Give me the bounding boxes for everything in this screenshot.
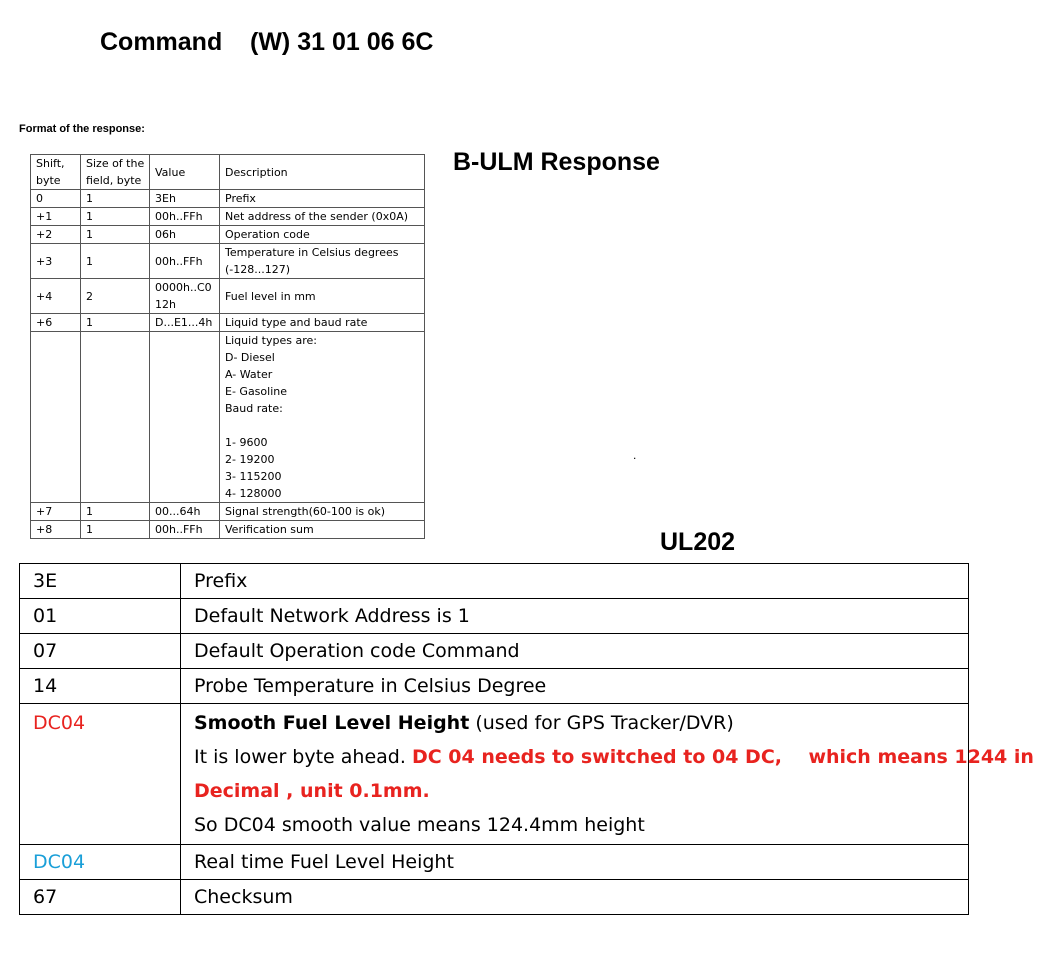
smooth-label: Smooth Fuel Level Height	[194, 712, 470, 734]
ul202-title: UL202	[660, 528, 736, 556]
cell-description	[220, 244, 425, 279]
cell-shift: +6	[31, 314, 81, 332]
table-row	[31, 521, 425, 539]
cell-value	[150, 314, 220, 332]
table-row	[31, 244, 425, 279]
cell-shift: +1	[31, 208, 81, 226]
cell-description	[220, 314, 425, 332]
cell-shift: +7	[31, 503, 81, 521]
cell-value	[150, 226, 220, 244]
cell-code: 14	[20, 669, 181, 704]
cell-description: Default Network Address is 1	[181, 599, 969, 634]
cell-code: 67	[20, 880, 181, 915]
format-table-header	[31, 155, 425, 190]
cell-shift: +3	[31, 244, 81, 279]
cell-description-line: Operation code	[225, 228, 310, 241]
stray-dot: .	[633, 448, 637, 462]
cell-description-line: (-128...127)	[225, 263, 291, 276]
cell-description	[220, 279, 425, 314]
cell-description	[220, 332, 425, 503]
cell-size: 1	[81, 208, 150, 226]
cell-size: 1	[81, 226, 150, 244]
cell-description-line: A- Water	[225, 368, 273, 381]
header-value: Value	[150, 155, 220, 190]
table-row	[31, 503, 425, 521]
table-row	[31, 190, 425, 208]
table-row	[20, 704, 969, 845]
ul202-table	[19, 563, 1034, 915]
cell-size: 1	[81, 244, 150, 279]
cell-value	[150, 244, 220, 279]
header-shift: Shift, byte	[31, 155, 81, 190]
cell-description	[220, 521, 425, 539]
cell-value-line: 0000h..C0	[155, 281, 212, 294]
cell-description-line: 1- 9600	[225, 436, 268, 449]
code-text: DC04	[33, 712, 86, 734]
cell-description-line: D- Diesel	[225, 351, 275, 364]
table-row	[20, 634, 969, 669]
table-row	[20, 669, 969, 704]
table-row	[31, 226, 425, 244]
cell-value	[150, 332, 220, 503]
cell-value-line: 00h..FFh	[155, 523, 203, 536]
cell-description	[220, 226, 425, 244]
cell-size: 1	[81, 190, 150, 208]
cell-description: Default Operation code Command	[181, 634, 969, 669]
desc-line-1	[194, 706, 955, 740]
cell-size	[81, 332, 150, 503]
cell-value-line: 00h..FFh	[155, 254, 203, 268]
table-row	[20, 845, 969, 880]
cell-shift: +2	[31, 226, 81, 244]
cell-description-line	[225, 417, 419, 434]
cell-value-line: 00h..FFh	[155, 210, 203, 223]
cell-description	[220, 190, 425, 208]
cell-shift: +4	[31, 279, 81, 314]
cell-description: Real time Fuel Level Height	[181, 845, 969, 880]
cell-description-line: Baud rate:	[225, 402, 283, 415]
cell-description-line: Liquid type and baud rate	[225, 316, 368, 329]
cell-size: 1	[81, 503, 150, 521]
table-row	[31, 208, 425, 226]
cell-shift: 0	[31, 190, 81, 208]
cell-shift: +8	[31, 521, 81, 539]
cell-code: 01	[20, 599, 181, 634]
cell-value	[150, 208, 220, 226]
cell-description-line: 4- 128000	[225, 487, 282, 500]
format-table	[30, 154, 425, 539]
desc-line-2	[194, 740, 1034, 774]
desc-line-3: Decimal , unit 0.1mm.	[194, 780, 430, 802]
cell-description-line: 3- 115200	[225, 470, 282, 483]
cell-size: 2	[81, 279, 150, 314]
cell-value-line: 06h	[155, 228, 176, 241]
cell-description-line: E- Gasoline	[225, 385, 287, 398]
command-title: Command (W) 31 01 06 6C	[100, 28, 434, 56]
bulm-response-title: B-ULM Response	[453, 148, 660, 176]
cell-description-line: Signal strength(60-100 is ok)	[225, 505, 386, 518]
cell-description-line: Prefix	[225, 192, 256, 205]
cell-value-line: 3Eh	[155, 192, 176, 205]
cell-description-line: 2- 19200	[225, 453, 275, 466]
cell-value	[150, 279, 220, 314]
cell-description-line: Fuel level in mm	[225, 289, 316, 303]
cell-description-line: Temperature in Celsius degrees	[225, 246, 399, 259]
cell-code: DC04	[20, 845, 181, 880]
table-row	[20, 880, 969, 915]
byte-order-note: It is lower byte ahead.	[194, 746, 412, 768]
cell-description: Probe Temperature in Celsius Degree	[181, 669, 969, 704]
cell-value-line: D...E1...4h	[155, 316, 213, 329]
cell-value-line: 00...64h	[155, 505, 201, 518]
cell-size: 1	[81, 314, 150, 332]
cell-value	[150, 503, 220, 521]
cell-shift	[31, 332, 81, 503]
cell-size: 1	[81, 521, 150, 539]
cell-description	[220, 208, 425, 226]
cell-description	[181, 704, 1034, 845]
cell-code: 07	[20, 634, 181, 669]
switch-note: DC 04 needs to switched to 04 DC, which means 1244 in	[411, 746, 1034, 768]
cell-value	[150, 521, 220, 539]
table-row	[20, 599, 969, 634]
cell-code	[20, 704, 181, 845]
table-row	[31, 332, 425, 503]
header-size: Size of the field, byte	[81, 155, 150, 190]
cell-value-line	[155, 332, 214, 349]
cell-description: Checksum	[181, 880, 969, 915]
cell-description-line: Verification sum	[225, 523, 314, 536]
smooth-note: (used for GPS Tracker/DVR)	[469, 712, 734, 734]
table-row	[20, 564, 969, 599]
header-description: Description	[220, 155, 425, 190]
table-row	[31, 279, 425, 314]
cell-description-line: Net address of the sender (0x0A)	[225, 210, 409, 223]
format-label: Format of the response:	[19, 123, 145, 135]
desc-line-4: So DC04 smooth value means 124.4mm height	[194, 814, 645, 836]
cell-description	[220, 503, 425, 521]
cell-value	[150, 190, 220, 208]
cell-value-line: 12h	[155, 298, 176, 311]
cell-code: 3E	[20, 564, 181, 599]
cell-description: Prefix	[181, 564, 969, 599]
table-row	[31, 314, 425, 332]
cell-description-line: Liquid types are:	[225, 334, 317, 347]
